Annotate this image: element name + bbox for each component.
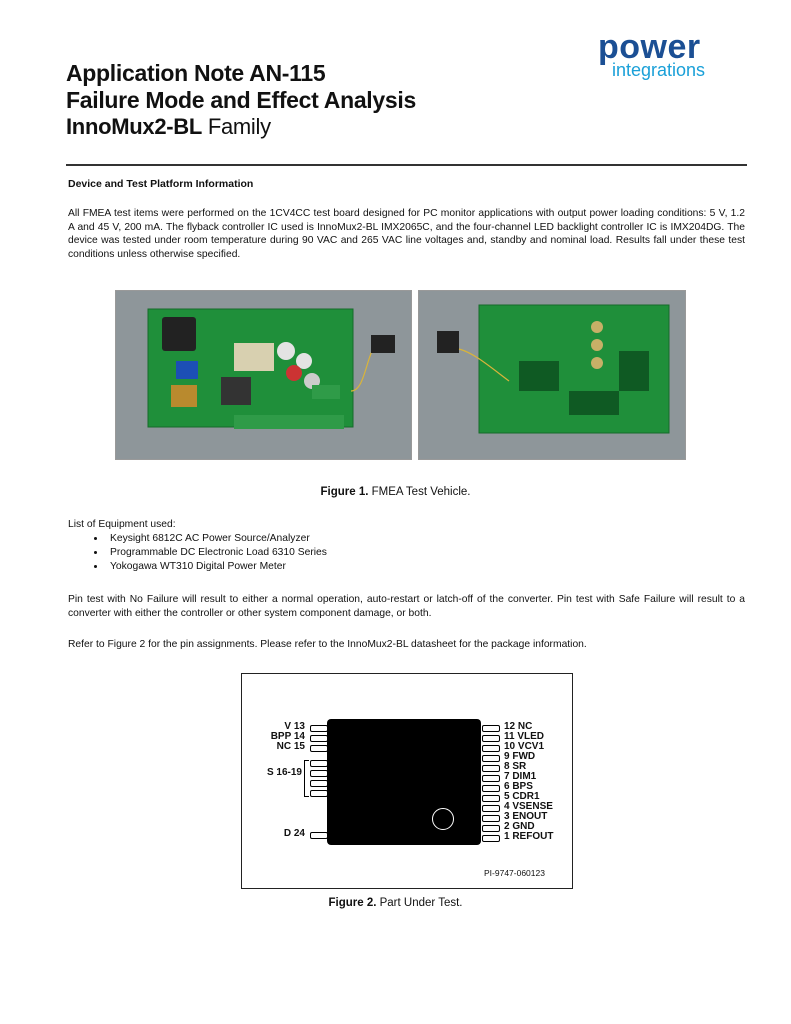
- left-pin-lead: [310, 770, 328, 777]
- company-logo: [598, 30, 758, 81]
- logo-integrations-text: integrations: [612, 60, 706, 80]
- equipment-item: • Programmable DC Electronic Load 6310 Series: [106, 546, 668, 560]
- right-pin-label: 4 VSENSE: [504, 801, 553, 812]
- title-family-suffix: Family: [202, 114, 271, 139]
- right-pin-label: 11 VLED: [504, 731, 545, 742]
- left-pin-label: NC 15: [276, 741, 305, 752]
- right-pin-lead: [482, 805, 500, 812]
- document-title: [66, 60, 546, 140]
- pin1-marker-circle: [432, 808, 454, 830]
- figure2-caption: [100, 897, 691, 909]
- product-family-name: InnoMux2-BL: [66, 114, 203, 139]
- figure2-frame: [241, 673, 573, 889]
- left-pin-lead: [310, 745, 328, 752]
- left-pin-label: S 16-19: [266, 767, 302, 778]
- right-pin-lead: [482, 775, 500, 782]
- figure1-label: Figure 1.: [320, 486, 369, 498]
- right-pin-lead: [482, 795, 500, 802]
- equipment-list: [68, 532, 668, 574]
- figure1-caption: [100, 486, 691, 498]
- right-pin-label: 3 ENOUT: [504, 811, 548, 822]
- logo-power-text: power: [598, 28, 701, 66]
- refer-paragraph: Refer to Figure 2 for the pin assignments. Please refer to the InnoMux2-BL datasheet for the package information.: [68, 639, 587, 650]
- source-pin-bracket: [304, 760, 309, 797]
- right-pin-lead: [482, 755, 500, 762]
- right-pin-label: 9 FWD: [504, 751, 536, 762]
- left-pin-label: BPP 14: [270, 731, 305, 742]
- right-pin-lead: [482, 725, 500, 732]
- left-pin-lead: [310, 780, 328, 787]
- right-pin-label: 7 DIM1: [504, 771, 537, 782]
- right-pin-lead: [482, 765, 500, 772]
- title-line-2: Failure Mode and Effect Analysis: [66, 87, 416, 113]
- left-pin-label: V 13: [284, 721, 305, 732]
- right-pin-label: 10 VCV1: [504, 741, 545, 752]
- left-pin-lead: [310, 790, 328, 797]
- right-pin-label: 5 CDR1: [504, 791, 540, 802]
- equipment-heading: List of Equipment used:: [68, 519, 176, 530]
- left-pin-label: D 24: [283, 828, 305, 839]
- left-pin-lead: [310, 735, 328, 742]
- right-pin-lead: [482, 835, 500, 842]
- right-pin-label: 1 REFOUT: [504, 831, 554, 842]
- right-pin-label: 2 GND: [504, 821, 535, 832]
- title-line-1: Application Note AN-115: [66, 60, 326, 86]
- figure2-label: Figure 2.: [328, 897, 377, 909]
- left-pin-lead: [310, 832, 328, 839]
- pcb-top-illustration: [116, 291, 411, 459]
- left-pin-lead: [310, 760, 328, 767]
- right-pin-lead: [482, 815, 500, 822]
- right-pin-lead: [482, 825, 500, 832]
- figure1-photo-bottom-side: [418, 290, 686, 460]
- right-pin-lead: [482, 785, 500, 792]
- figure1-text: FMEA Test Vehicle.: [368, 486, 471, 498]
- equipment-item: • Yokogawa WT310 Digital Power Meter: [106, 560, 668, 574]
- figure2-text: Part Under Test.: [376, 897, 463, 909]
- right-pin-lead: [482, 745, 500, 752]
- right-pin-label: 8 SR: [504, 761, 527, 772]
- pin-test-paragraph: Pin test with No Failure will result to either a normal operation, auto-restart or latch-off of the converter. Pin test with Safe Failure will result to a converter with either the controller or other system component damage, or both.: [68, 594, 745, 619]
- right-pin-label: 6 BPS: [504, 781, 533, 792]
- pcb-bottom-illustration: [419, 291, 685, 459]
- equipment-item: • Keysight 6812C AC Power Source/Analyzer: [106, 532, 668, 546]
- figure2-code: PI-9747-060123: [484, 868, 545, 878]
- right-pin-lead: [482, 735, 500, 742]
- header-divider: [66, 164, 747, 166]
- left-pin-lead: [310, 725, 328, 732]
- right-pin-label: 12 NC: [504, 721, 533, 732]
- intro-paragraph: All FMEA test items were performed on the 1CV4CC test board designed for PC monitor applications with output power loading conditions: 5 V, 1.2 A and 45 V, 200 mA. The flyback controller IC used is InnoMux2-BL IMX2065C, and the four-channel LED backlight controller IC is IMX204DG. The device was tested under room temperature during 90 VAC and 265 VAC line voltages and, standby and nominal load. Results fall under these test conditions unless otherwise specified.: [68, 208, 745, 260]
- ic-package-body: [327, 719, 481, 845]
- figure1-photo-top-side: [115, 290, 412, 460]
- title-line-3: [66, 114, 546, 140]
- section-heading: Device and Test Platform Information: [68, 178, 254, 190]
